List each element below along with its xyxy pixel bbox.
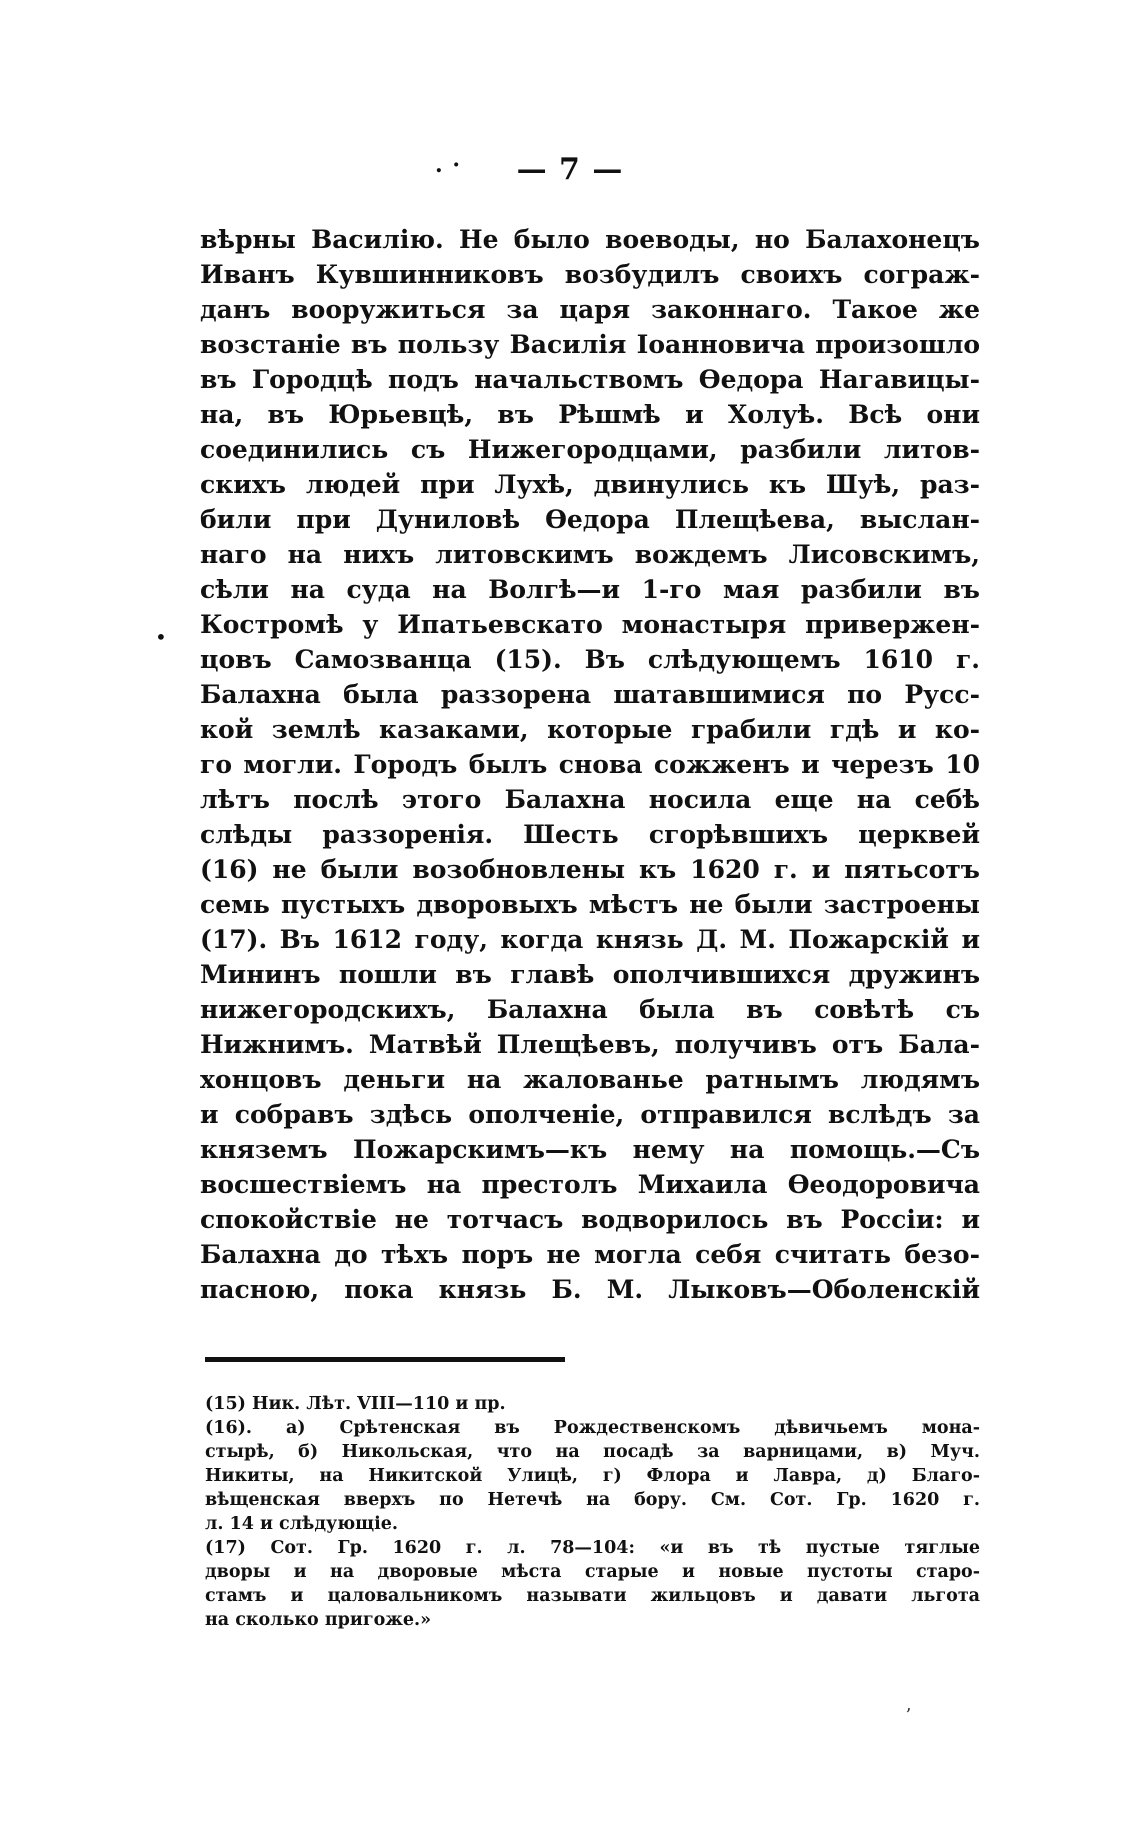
text-line: лѣтъ послѣ этого Балахна носила еще на себѣ xyxy=(200,785,980,814)
text-line: сѣли на суда на Волгѣ—и 1-го мая разбили въ xyxy=(200,575,980,604)
footnote-line: стамъ и цаловальникомъ называти жильцовъ и давати льгота xyxy=(205,1586,980,1606)
footnotes xyxy=(205,1392,980,1632)
text-line: цовъ Самозванца (15). Въ слѣдующемъ 1610 г. xyxy=(200,645,980,674)
text-line: пасною, пока князь Б. М. Лыковъ—Оболенскій xyxy=(200,1275,980,1304)
footnote-line: стырѣ, б) Никольская, что на посадѣ за варницами, в) Муч. xyxy=(205,1442,980,1462)
text-line: княземъ Пожарскимъ—къ нему на помощь.—Съ xyxy=(200,1135,980,1164)
text-line: спокойствіе не тотчасъ водворилось въ Россіи: и xyxy=(200,1205,980,1234)
page-number-text: — 7 — xyxy=(516,152,624,187)
text-line: и собравъ здѣсь ополченіе, отправился вслѣдъ за xyxy=(200,1100,980,1129)
footnote-line: дворы и на дворовые мѣста старые и новые пустоты старо- xyxy=(205,1562,980,1582)
text-line: го могли. Городъ былъ снова сожженъ и черезъ 10 xyxy=(200,750,980,779)
text-line: данъ вооружиться за царя законнаго. Такое же xyxy=(200,295,980,324)
footnote-line: на сколько пригоже.» xyxy=(205,1610,432,1630)
footnote-line: вѣщенская вверхъ по Нетечѣ на бору. См. Сот. Гр. 1620 г. xyxy=(205,1490,980,1510)
text-line: Костромѣ у Ипатьевскато монастыря привержен- xyxy=(200,610,980,639)
text-line: скихъ людей при Лухѣ, двинулись къ Шуѣ, раз- xyxy=(200,470,980,499)
footnote-line: (16). а) Срѣтенская въ Рождественскомъ дѣвичьемъ мона- xyxy=(205,1418,980,1438)
text-line: наго на нихъ литовскимъ вождемъ Лисовскимъ, xyxy=(200,540,980,569)
text-line: семь пустыхъ дворовыхъ мѣстъ не были застроены xyxy=(200,890,980,919)
text-line: возстаніе въ пользу Василія Іоанновича произошло xyxy=(200,330,980,359)
text-line: (16) не были возобновлены къ 1620 г. и пятьсотъ xyxy=(200,855,980,884)
text-line: хонцовъ деньги на жалованье ратнымъ людямъ xyxy=(200,1065,980,1094)
text-line: восшествіемъ на престолъ Михаила Ѳеодоровича xyxy=(200,1170,980,1199)
margin-mark: • xyxy=(155,625,167,649)
text-line: Мининъ пошли въ главѣ ополчившихся дружинъ xyxy=(200,960,980,989)
text-line: Балахна была раззорена шатавшимися по Русс- xyxy=(200,680,980,709)
stray-ink-mark: ʼ xyxy=(905,1705,911,1726)
footnote-line: (17) Сот. Гр. 1620 г. л. 78—104: «и въ тѣ пустые тяглые xyxy=(205,1538,980,1558)
footnote-separator-rule xyxy=(205,1357,565,1362)
text-line: Балахна до тѣхъ поръ не могла себя считать безо- xyxy=(200,1240,980,1269)
text-line: въ Городцѣ подъ начальствомъ Ѳедора Нагавицы- xyxy=(200,365,980,394)
text-line: вѣрны Василію. Не было воеводы, но Балахонецъ xyxy=(200,225,980,254)
text-line: кой землѣ казаками, которые грабили гдѣ и ко- xyxy=(200,715,980,744)
page-number xyxy=(0,152,1140,187)
text-line: Нижнимъ. Матвѣй Плещѣевъ, получивъ отъ Бала- xyxy=(200,1030,980,1059)
text-line: соединились съ Нижегородцами, разбили литов- xyxy=(200,435,980,464)
main-text xyxy=(200,222,980,1307)
text-line: на, въ Юрьевцѣ, въ Рѣшмѣ и Холуѣ. Всѣ они xyxy=(200,400,980,429)
footnote-line: (15) Ник. Лѣт. VIII—110 и пр. xyxy=(205,1394,506,1414)
text-line: (17). Въ 1612 году, когда князь Д. М. Пожарскій и xyxy=(200,925,980,954)
text-line: били при Дуниловѣ Ѳедора Плещѣева, выслан- xyxy=(200,505,980,534)
text-line: Иванъ Кувшинниковъ возбудилъ своихъ сограж- xyxy=(200,260,980,289)
footnote-line: л. 14 и слѣдующіе. xyxy=(205,1514,398,1534)
footnote-line: Никиты, на Никитской Улицѣ, г) Флора и Лавра, д) Благо- xyxy=(205,1466,980,1486)
margin-dots: . · xyxy=(435,152,461,178)
text-line: нижегородскихъ, Балахна была въ совѣтѣ съ xyxy=(200,995,980,1024)
text-line: слѣды раззоренія. Шесть сгорѣвшихъ церквей xyxy=(200,820,980,849)
